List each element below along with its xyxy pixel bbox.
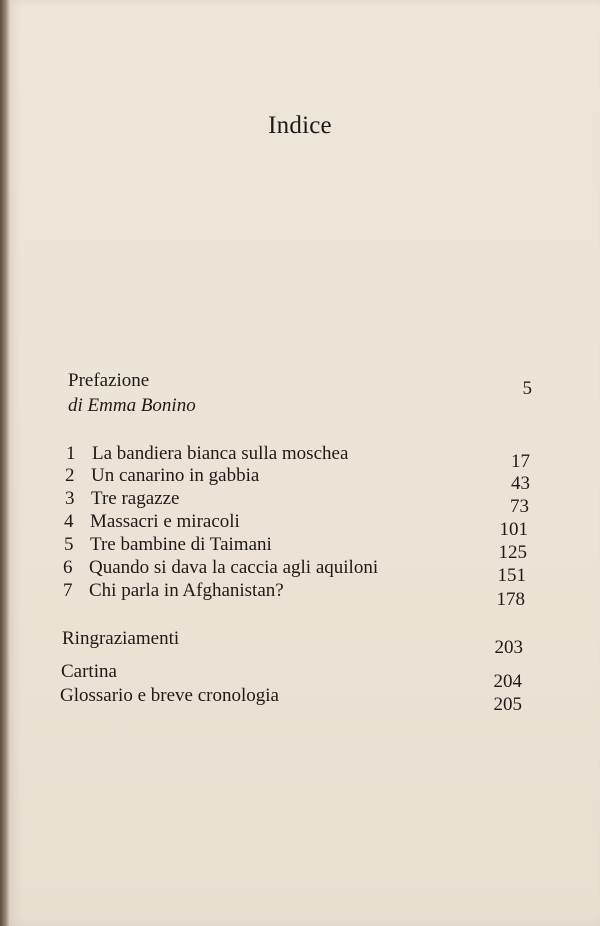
toc-entry-cartina: Cartina	[61, 661, 117, 682]
chapter-title: Tre bambine di Taimani	[90, 534, 272, 555]
chapter-number: 4	[64, 511, 74, 532]
preface-author: di Emma Bonino	[68, 395, 196, 416]
toc-entry-chapter-4	[64, 511, 240, 533]
toc-entry-chapter-1	[66, 443, 348, 465]
chapter-number: 7	[63, 580, 73, 601]
back-matter-page: 203	[494, 637, 523, 658]
chapter-number: 1	[66, 443, 76, 464]
chapter-title: Un canarino in gabbia	[91, 465, 260, 486]
chapter-title: Massacri e miracoli	[90, 511, 240, 532]
toc-entry-chapter-2	[65, 465, 259, 487]
chapter-title: Chi parla in Afghanistan?	[89, 580, 284, 601]
chapter-page: 101	[499, 519, 528, 540]
chapter-page: 43	[511, 473, 530, 494]
toc-entry-ringraziamenti: Ringraziamenti	[62, 628, 180, 649]
chapter-number: 2	[65, 465, 75, 486]
toc-entry-glossario: Glossario e breve cronologia	[60, 685, 279, 706]
chapter-page: 73	[510, 496, 529, 517]
chapter-title: Tre ragazze	[91, 488, 180, 509]
back-matter-page: 204	[493, 671, 522, 692]
back-matter-page: 205	[493, 694, 522, 715]
toc-entry-chapter-7	[63, 580, 284, 602]
chapter-number: 5	[64, 534, 74, 555]
toc-entry-chapter-5	[64, 534, 272, 556]
chapter-number: 6	[63, 557, 73, 578]
toc-entry-chapter-6	[63, 557, 378, 579]
preface-label: Prefazione	[68, 370, 150, 391]
preface-page: 5	[522, 378, 532, 399]
chapter-title: Quando si dava la caccia agli aquiloni	[89, 557, 379, 578]
chapter-page: 178	[496, 589, 525, 610]
chapter-number: 3	[65, 488, 75, 509]
chapter-title: La bandiera bianca sulla moschea	[92, 443, 349, 464]
chapter-page: 17	[511, 451, 530, 472]
page-title: Indice	[268, 112, 332, 139]
chapter-page: 125	[498, 542, 527, 563]
toc-entry-chapter-3	[65, 488, 179, 510]
chapter-page: 151	[497, 565, 526, 586]
